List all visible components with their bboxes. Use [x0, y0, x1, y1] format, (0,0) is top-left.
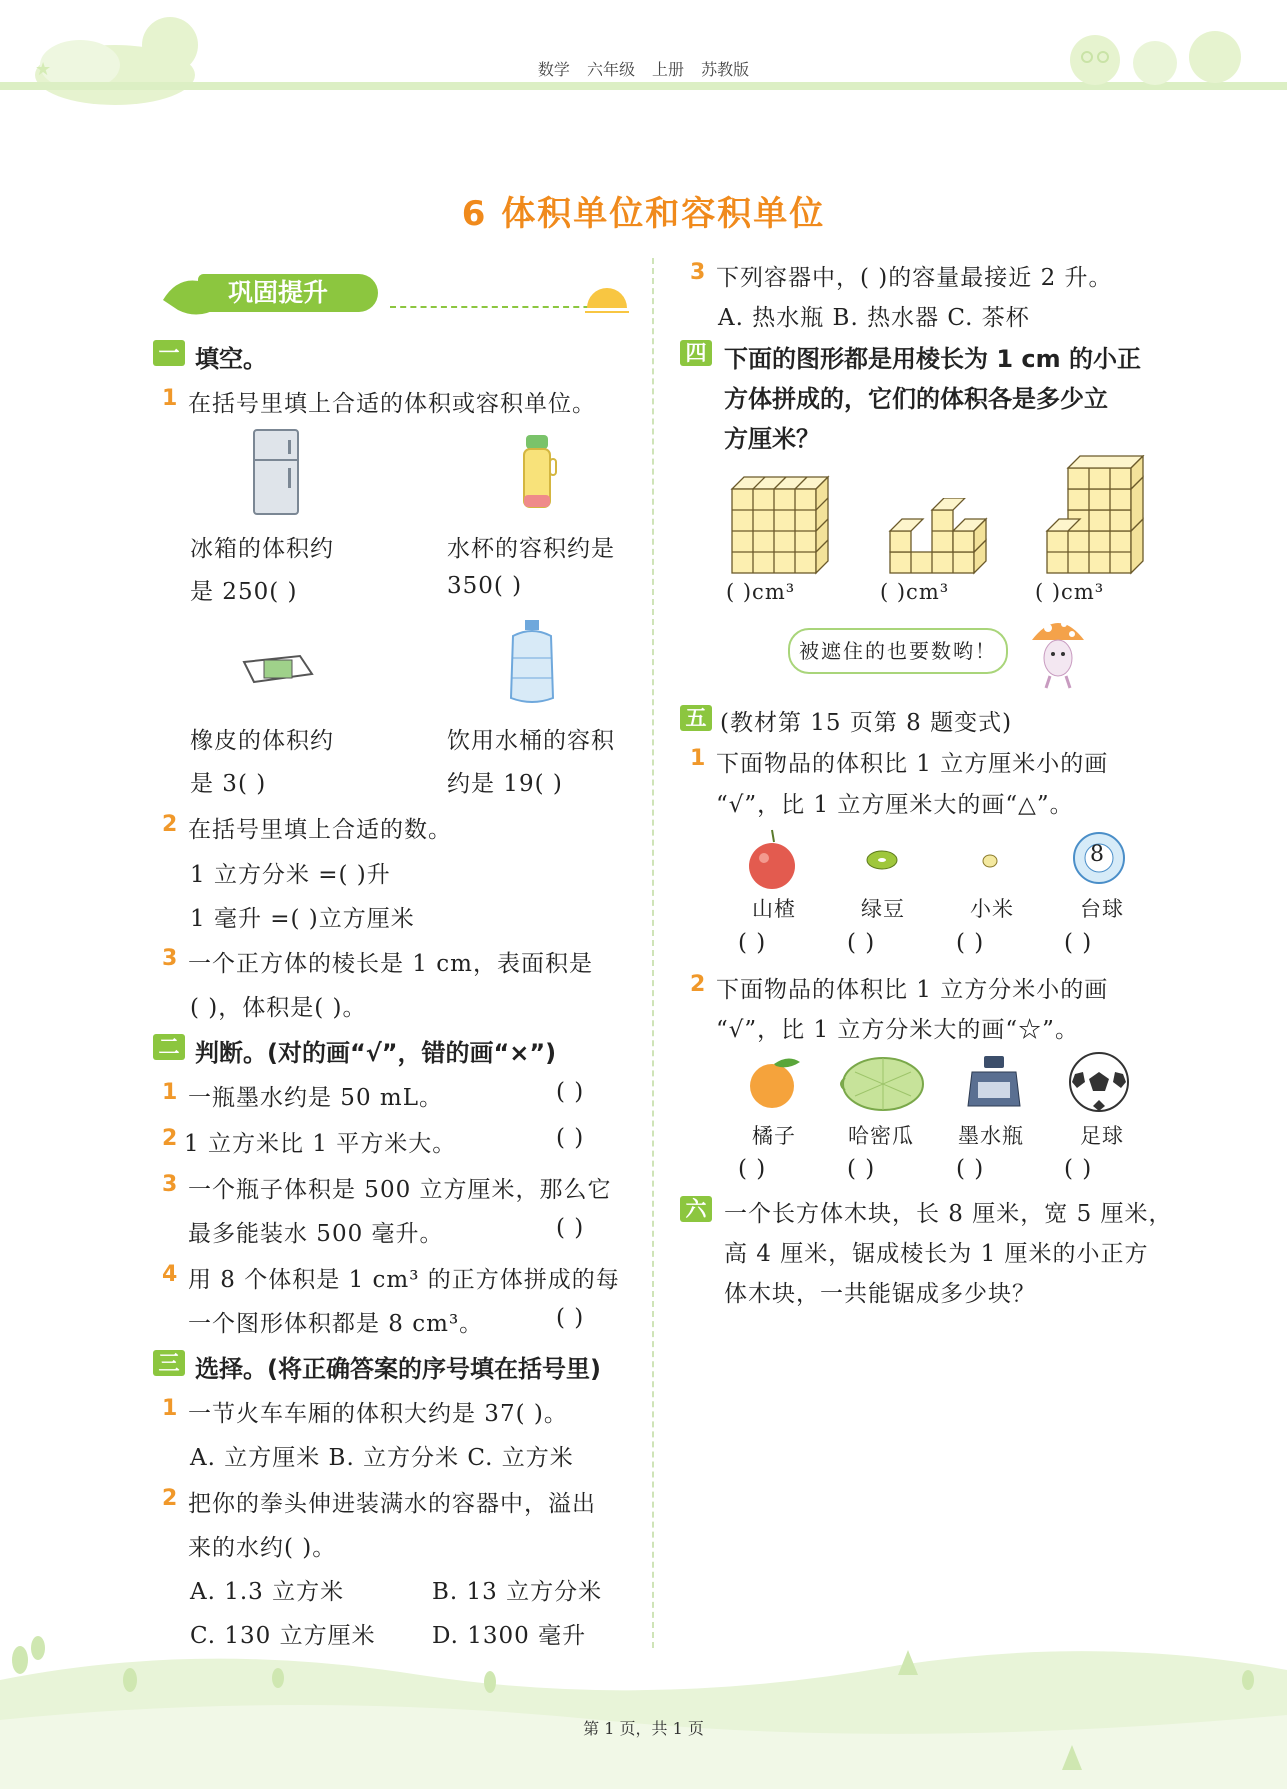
item-label: 绿豆 [861, 897, 905, 921]
fridge-blank: 是 250( ) [190, 579, 298, 605]
answer-paren: ( ) [847, 930, 876, 956]
question-text: 一节火车车厢的体积大约是 37( )。 [188, 1401, 568, 1427]
question-number: 3 [690, 260, 706, 285]
fridge-text: 冰箱的体积约 [190, 536, 334, 562]
answer-paren: ( ) [956, 1156, 985, 1182]
answer-paren: ( ) [738, 930, 767, 956]
cube-answer-1: ( )cm³ [726, 580, 796, 604]
question-text: 一瓶墨水约是 50 mL。 [188, 1085, 443, 1111]
choice-option: A. 1.3 立方米 [190, 1579, 345, 1605]
question-number: 1 [162, 386, 178, 411]
item-label: 足球 [1080, 1124, 1124, 1148]
section-title-4: 方体拼成的，它们的体积各是多少立 [724, 385, 1108, 413]
question-text: 在括号里填上合适的体积或容积单位。 [188, 391, 596, 417]
section-title-1: 填空。 [195, 345, 267, 373]
question-text: 高 4 厘米，锯成棱长为 1 厘米的小正方 [724, 1241, 1149, 1267]
section-badge-1: 一 [153, 340, 185, 366]
choice-options: A. 热水瓶 B. 热水器 C. 茶杯 [718, 305, 1030, 331]
choice-option: C. 130 立方厘米 [190, 1623, 376, 1649]
question-number: 3 [162, 1172, 178, 1197]
question-text: 来的水约( )。 [188, 1535, 337, 1561]
question-text: ( )，体积是( )。 [190, 995, 367, 1021]
question-number: 2 [690, 972, 706, 997]
cup-blank: 350( ) [447, 573, 523, 599]
cube-answer-2: ( )cm³ [880, 580, 950, 604]
section-title-2: 判断。(对的画“√”，错的画“×”) [195, 1039, 557, 1067]
question-text: 一个瓶子体积是 500 立方厘米，那么它 [188, 1177, 612, 1203]
question-text: 把你的拳头伸进装满水的容器中，溢出 [188, 1491, 596, 1517]
footer-landscape [0, 1620, 1287, 1789]
header-text: 数学 六年级 上册 苏教版 [537, 60, 750, 79]
section-badge-5: 五 [680, 705, 712, 731]
answer-paren: ( ) [847, 1156, 876, 1182]
item-label: 小米 [970, 897, 1014, 921]
question-text: “√”，比 1 立方分米大的画“☆”。 [716, 1017, 1079, 1043]
billiard-ball-icon [1071, 830, 1127, 886]
hint-bubble: 被遮住的也要数哟！ [788, 628, 1008, 674]
section-title-4: 方厘米？ [724, 425, 820, 453]
question-text: 最多能装水 500 毫升。 [188, 1221, 444, 1247]
sun-icon [583, 280, 631, 316]
section-title-3: 选择。(将正确答案的序号填在括号里) [195, 1355, 601, 1383]
choice-option: D. 1300 毫升 [432, 1623, 587, 1649]
hami-melon-icon [835, 1052, 927, 1112]
choice-option: B. 13 立方分米 [432, 1579, 603, 1605]
question-number: 4 [162, 1262, 178, 1287]
page-footer: 第 1 页，共 1 页 [583, 1719, 704, 1738]
question-text: 在括号里填上合适的数。 [188, 817, 452, 843]
question-text: 一个长方体木块，长 8 厘米，宽 5 厘米， [724, 1201, 1173, 1227]
blank-line: 1 毫升 =( )立方厘米 [190, 906, 415, 932]
answer-paren: ( ) [556, 1215, 585, 1241]
section-title-5: (教材第 15 页第 8 题变式) [720, 710, 1013, 736]
fridge-icon [250, 428, 302, 516]
section-badge-4: 四 [680, 340, 712, 366]
question-text: 下列容器中，( )的容量最接近 2 升。 [716, 265, 1113, 291]
section-title-4: 下面的图形都是用棱长为 1 cm 的小正 [724, 345, 1141, 373]
item-label: 台球 [1080, 897, 1124, 921]
water-bucket-icon [505, 618, 559, 706]
header-animals-icon [1055, 15, 1255, 90]
page-title: 6 体积单位和容积单位 [461, 194, 826, 234]
bucket-blank: 约是 19( ) [447, 771, 563, 797]
svg-text:★: ★ [35, 59, 52, 80]
question-number: 1 [162, 1080, 178, 1105]
mung-bean-icon [864, 848, 900, 872]
blank-line: 1 立方分米 =( )升 [190, 862, 391, 888]
section-badge-3: 三 [153, 1350, 185, 1376]
orange-icon [744, 1052, 804, 1112]
item-label: 墨水瓶 [958, 1124, 1024, 1148]
bucket-text: 饮用水桶的容积 [447, 728, 615, 754]
question-text: 用 8 个体积是 1 cm³ 的正方体拼成的每 [188, 1267, 620, 1293]
millet-icon [980, 852, 1000, 870]
question-number: 2 [162, 812, 178, 837]
eraser-blank: 是 3( ) [190, 771, 267, 797]
question-number: 2 [162, 1126, 178, 1151]
question-text: 一个正方体的棱长是 1 cm，表面积是 [188, 951, 593, 977]
question-text: 下面物品的体积比 1 立方分米小的画 [716, 977, 1109, 1003]
choice-options: A. 立方厘米 B. 立方分米 C. 立方米 [190, 1445, 574, 1471]
question-number: 2 [162, 1486, 178, 1511]
question-text: 下面物品的体积比 1 立方厘米小的画 [716, 751, 1109, 777]
cube-figure-1 [730, 475, 830, 575]
question-text: 1 立方米比 1 平方米大。 [184, 1131, 457, 1157]
eraser-icon [240, 652, 316, 686]
cube-figure-3 [1045, 455, 1145, 575]
cube-figure-2 [888, 498, 988, 575]
hawthorn-icon [746, 828, 798, 890]
item-label: 哈密瓜 [848, 1124, 914, 1148]
question-number: 1 [690, 746, 706, 771]
answer-paren: ( ) [956, 930, 985, 956]
ball-number: 8 [1090, 842, 1104, 867]
question-number: 1 [162, 1396, 178, 1421]
answer-paren: ( ) [738, 1156, 767, 1182]
eraser-text: 橡皮的体积约 [190, 728, 334, 754]
section-badge-6: 六 [680, 1196, 712, 1222]
cup-text: 水杯的容积约是 [447, 536, 615, 562]
mushroom-character-icon [1028, 612, 1088, 692]
item-label: 山楂 [752, 897, 796, 921]
answer-paren: ( ) [556, 1079, 585, 1105]
question-text: “√”，比 1 立方厘米大的画“△”。 [716, 792, 1074, 818]
question-number: 3 [162, 946, 178, 971]
item-label: 橘子 [752, 1124, 796, 1148]
question-text: 体木块，一共能锯成多少块？ [724, 1281, 1036, 1307]
question-text: 一个图形体积都是 8 cm³。 [188, 1311, 484, 1337]
cube-answer-3: ( )cm³ [1035, 580, 1105, 604]
answer-paren: ( ) [1064, 930, 1093, 956]
soccer-ball-icon [1067, 1050, 1131, 1114]
section-badge-2: 二 [153, 1034, 185, 1060]
column-divider [652, 258, 654, 1648]
thermos-cup-icon [518, 433, 558, 513]
ink-bottle-icon [966, 1054, 1022, 1110]
answer-paren: ( ) [556, 1125, 585, 1151]
answer-paren: ( ) [556, 1305, 585, 1331]
answer-paren: ( ) [1064, 1156, 1093, 1182]
